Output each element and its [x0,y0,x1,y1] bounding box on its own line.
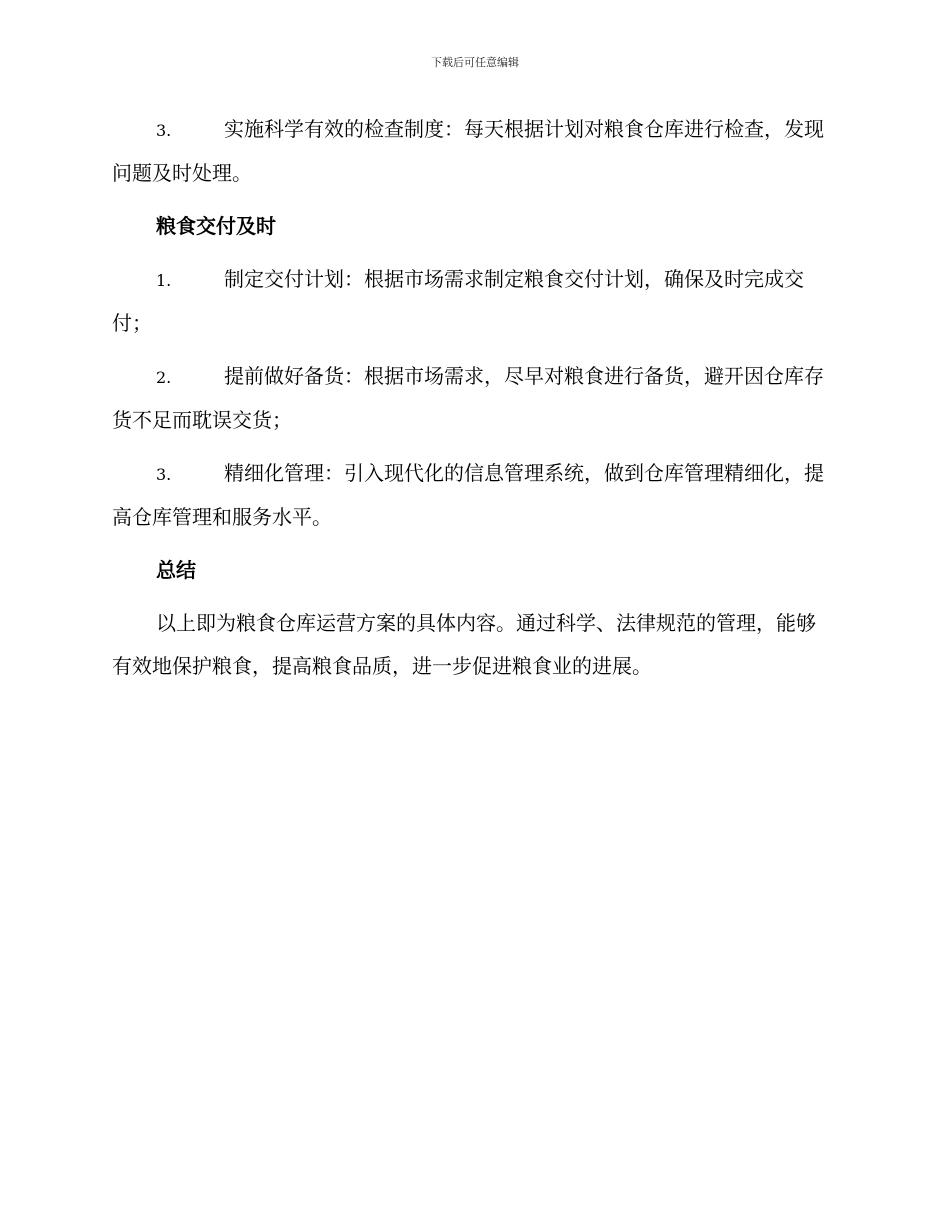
document-body [112,108,834,688]
section-heading-summary: 总结 [156,558,196,582]
list-item [112,258,834,345]
list-item-text: 精细化管理：引入现代化的信息管理系统，做到仓库管理精细化，提高仓库管理和服务水平。 [112,461,824,529]
list-item-number: 1. [156,271,172,290]
list-item-inspection [112,108,834,195]
list-item-text: 提前做好备货：根据市场需求，尽早对粮食进行备货，避开因仓库存货不足而耽误交货； [112,364,824,432]
list-item-text: 实施科学有效的检查制度：每天根据计划对粮食仓库进行检查，发现问题及时处理。 [112,117,824,185]
list-item-text: 制定交付计划：根据市场需求制定粮食交付计划，确保及时完成交付； [112,267,804,335]
list-item-number: 3. [156,465,172,484]
section-heading-delivery: 粮食交付及时 [156,214,276,238]
list-item [112,355,834,442]
summary-paragraph: 以上即为粮食仓库运营方案的具体内容。通过科学、法律规范的管理，能够有效地保护粮食，提高粮食品质，进一步促进粮食业的进展。 [112,611,816,678]
list-item-number: 3. [156,121,172,140]
list-item-number: 2. [156,368,172,387]
page-header: 下载后可任意编辑 [431,56,519,69]
list-item [112,452,834,539]
